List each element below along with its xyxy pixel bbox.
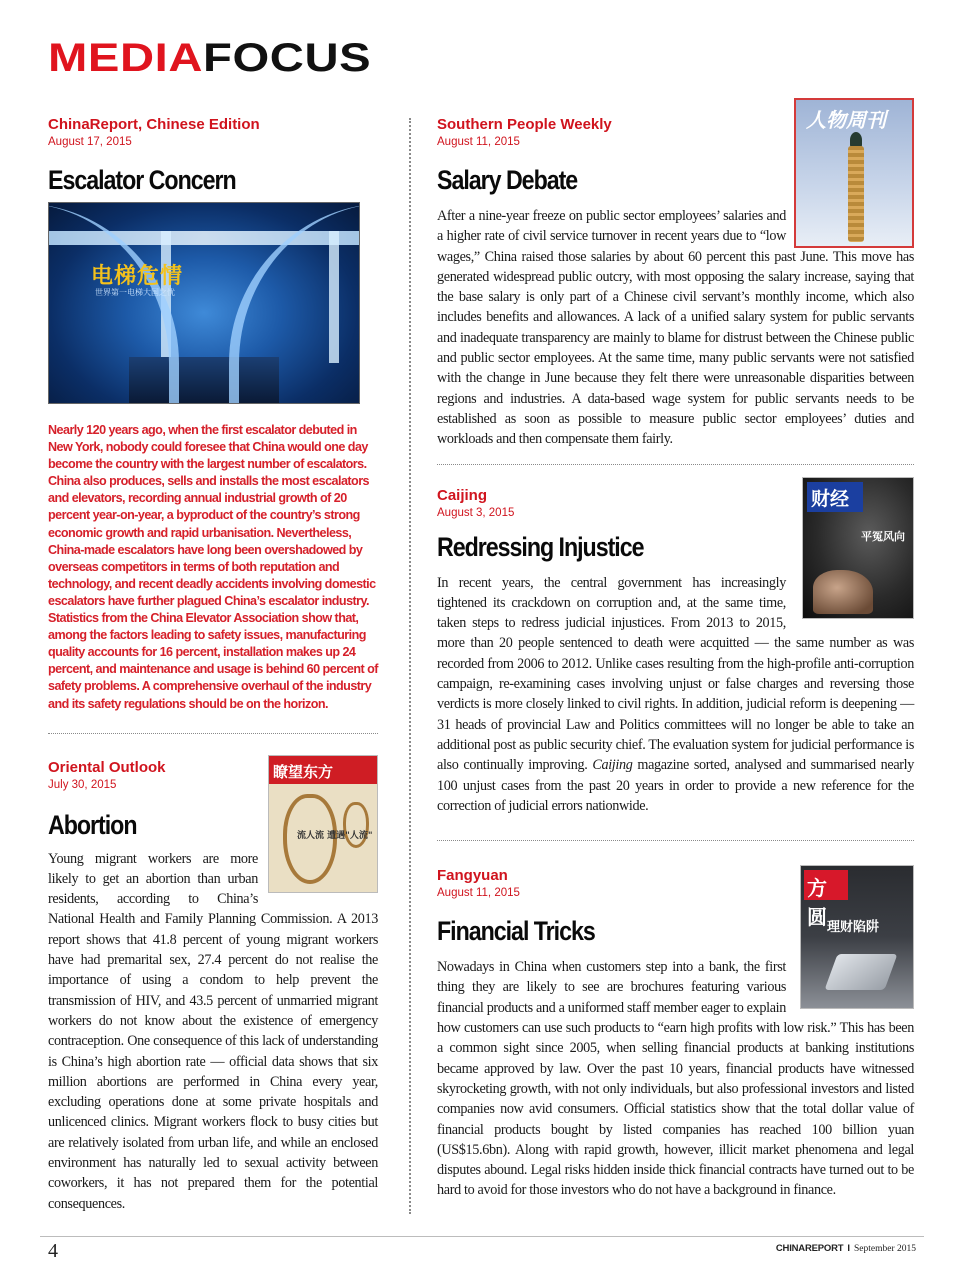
article-body: Nearly 120 years ago, when the first escalator debuted in New York, nobody could foresee that China would one day become the country with the largest number of escalators. China also produces, sells and installs the most escalators and elevators, recording annual industrial growth of 20 percent year-on-year, a byproduct of the country’s strong economic growth and rapid urbanisation. Nevertheless, China-made escalators have long been overshadowed by overseas competitors in terms of both reputation and technology, and recent deadly accidents involving domestic escalators have further plagued China’s escalator industry. Statistics from the China Elevator Association show that, among the factors leading to safety issues, manufacturing quality accounts for 16 percent, installation makes up 24 percent, and maintenance and usage is behind 60 percent of safety problems. A comprehensive overhaul of the industry and its safety regulations should be on the horizon. xyxy=(48,423,378,711)
spread-title: 电梯危情 xyxy=(91,264,184,289)
coin-stack xyxy=(848,146,864,242)
cover-tagline: 流人流 遭遇"人流" xyxy=(297,830,373,841)
column-divider xyxy=(409,118,411,1214)
article-body-text: Young migrant workers are more likely to get an abortion than urban residents, according to China’s National Health and Family Planning Commission. A 2013 report shows that 41.8 percent of young migrant workers have had premarital sex, 27.4 percent do not realise the importance of using a condom to help prevent the transmission of HIV, and 43.5 percent of unmarried migrant workers do not know about the existence of emergency contraception. One consequence of this lack of understanding is China’s high abortion rate — official data shows that six million abortions are performed in China every year, excluding operations done at some private hospitals and unlicenced clinics. Migrant workers flock to busy cities but are relatively isolated from urban life, and while an enclosed environment has naturally led to sexual activity between coworkers, it has not prepared them for the potential consequences. xyxy=(48,850,378,1212)
footer-folio xyxy=(776,1243,916,1254)
masthead-focus: FOCUS xyxy=(203,36,372,80)
article-headline[interactable]: Abortion xyxy=(48,809,137,840)
footer-issue: September 2015 xyxy=(853,1244,916,1254)
cover-masthead: 方圆 xyxy=(804,870,848,900)
right-column xyxy=(437,108,915,1201)
cover-masthead: 人物周刊 xyxy=(806,108,886,132)
footer-publication: CHINAREPORT xyxy=(775,1243,844,1254)
escalator-spread-image xyxy=(48,202,360,404)
article-body-text: magazine sorted, analysed and summarised nearly 100 unjust cases from the past 20 years in order to provide a new reference for the correction of judicial errors nationwide. xyxy=(437,757,915,814)
cover-masthead: 财经 xyxy=(807,482,863,512)
article-headline[interactable]: Redressing Injustice xyxy=(437,531,644,562)
article-headline[interactable]: Salary Debate xyxy=(437,165,578,195)
bank-card-graphic xyxy=(824,954,897,990)
article-date: August 11, 2015 xyxy=(437,887,520,900)
article-separator xyxy=(48,733,378,734)
article-source: Caijing xyxy=(437,486,488,504)
cover-tagline: 理财陷阱 xyxy=(827,920,880,936)
article-financial xyxy=(437,867,914,1201)
article-salary xyxy=(437,108,914,450)
article-headline[interactable]: Escalator Concern xyxy=(48,165,236,195)
article-source: Fangyuan xyxy=(437,867,508,885)
article-source: Oriental Outlook xyxy=(48,758,166,776)
cover-tagline: 平冤风向 xyxy=(861,529,905,543)
spread-subtitle: 世界第一电梯大国之忧 xyxy=(95,288,175,297)
article-body-text: In recent years, the central government has increasingly tightened its crackdown on corruption and, at the same time, taken steps to redress judicial injustices. From 2013 to 2015, more than 20 people sentenced to death were acquitted — the same number as was recorded from 2006 to 2012. Unlike cases resulting from the high-profile anti-corruption campaign, re-examining cases involving unjust or false charges and reversing those verdicts is more closely linked to civil rights. In addition, judicial reform is deepening — 31 heads of provincial Law and Politics committees will no longer be able to take an additional post as public security chief. The evaluation system for judicial performance is also continually improving. xyxy=(437,574,914,774)
cover-figure xyxy=(813,570,873,614)
left-column xyxy=(48,116,378,1214)
article-body-text: After a nine-year freeze on public sector employees’ salaries and a higher rate of civil service turnover in recent years due to “low wages,” China raised those salaries by about 60 percent this past June. This move has generated widespread public outcry, with most opposing the salary increase, saying that the base salary is only part of a Chinese civil servant’s monthly income, which also includes benefits and allowances. A lack of a unified salary system for public servants and inadequate transparency are mainly to blame for distrust between the Chinese public and public sector employees. At the same time, many public servants were not satisfied with the change in June because they felt there were unreasonable disparities between regions and industries. A data-based wage system for public servants needs to be established as soon as possible to measure public sector employees’ duties and workloads and then compensate them fairly. xyxy=(437,208,914,448)
article-date: August 3, 2015 xyxy=(437,506,515,519)
footer-separator: I xyxy=(847,1243,850,1254)
article-separator xyxy=(437,464,914,465)
page-number: 4 xyxy=(48,1240,58,1262)
footprint-graphic xyxy=(343,802,369,848)
section-masthead xyxy=(48,38,371,78)
article-headline[interactable]: Financial Tricks xyxy=(437,916,595,947)
article-body xyxy=(48,849,378,1214)
article-body-text: Nowadays in China when customers step into a bank, the first thing they are likely to see are brochures featuring various financial products and a uniformed staff member eager to explain how customers can use such products to “earn high profits with low risk.” This has been a common sight since 2005, when selling financial products at banking institutions became approved by law. Over the past 10 years, financial products have witnessed skyrocketing growth, with not only individuals, but also professional investors and listed companies now avid consumers. Official statistics show that the total dollar value of financial products bought by listed companies has reached 100 billion yuan (US$15.6bn). Along with rapid growth, however, illicit market phenomena and legal disputes abound. Legal risks hidden inside thick financial contracts have turned out to be hard to avoid for those investors who do not have a background in finance. xyxy=(437,959,914,1199)
article-date: July 30, 2015 xyxy=(48,778,117,791)
publication-name-italic: Caijing xyxy=(592,757,633,774)
masthead-media: MEDIA xyxy=(48,36,204,80)
article-abortion xyxy=(48,759,378,1214)
article-source: Southern People Weekly xyxy=(437,116,612,133)
cover-masthead: 瞭望东方 xyxy=(269,756,377,784)
footer-rule xyxy=(40,1236,924,1237)
article-separator xyxy=(437,840,914,841)
article-source: ChinaReport, Chinese Edition xyxy=(48,116,260,133)
article-date: August 11, 2015 xyxy=(437,136,520,148)
article-injustice xyxy=(437,487,914,817)
article-date: August 17, 2015 xyxy=(48,136,132,148)
article-escalator xyxy=(48,116,378,713)
